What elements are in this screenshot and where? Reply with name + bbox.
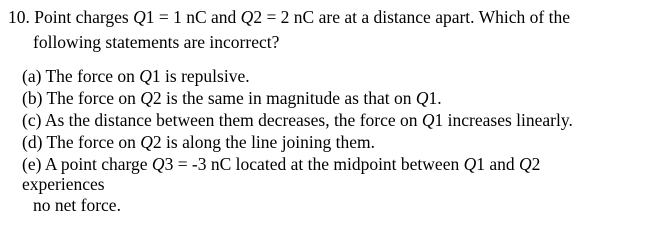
- option-a: (a) The force on Q1 is repulsive.: [22, 66, 250, 86]
- option-c: (c) As the distance between them decreases, the force on Q1 increases linearly.: [22, 110, 573, 130]
- option-e-continuation-2: no net force.: [33, 195, 121, 215]
- option-d: (d) The force on Q2 is along the line joining them.: [22, 132, 376, 152]
- option-e: (e) A point charge Q3 = -3 nC located at the midpoint between Q1 and Q2: [22, 154, 541, 174]
- option-e-continuation-1: experiences: [22, 174, 105, 194]
- option-b: (b) The force on Q2 is the same in magnitude as that on Q1.: [22, 88, 442, 108]
- question-number: 10.: [8, 7, 30, 27]
- question-stem-line-2: following statements are incorrect?: [33, 32, 280, 52]
- question-stem-line-1: 10. Point charges Q1 = 1 nC and Q2 = 2 nC are at a distance apart. Which of the: [8, 7, 570, 27]
